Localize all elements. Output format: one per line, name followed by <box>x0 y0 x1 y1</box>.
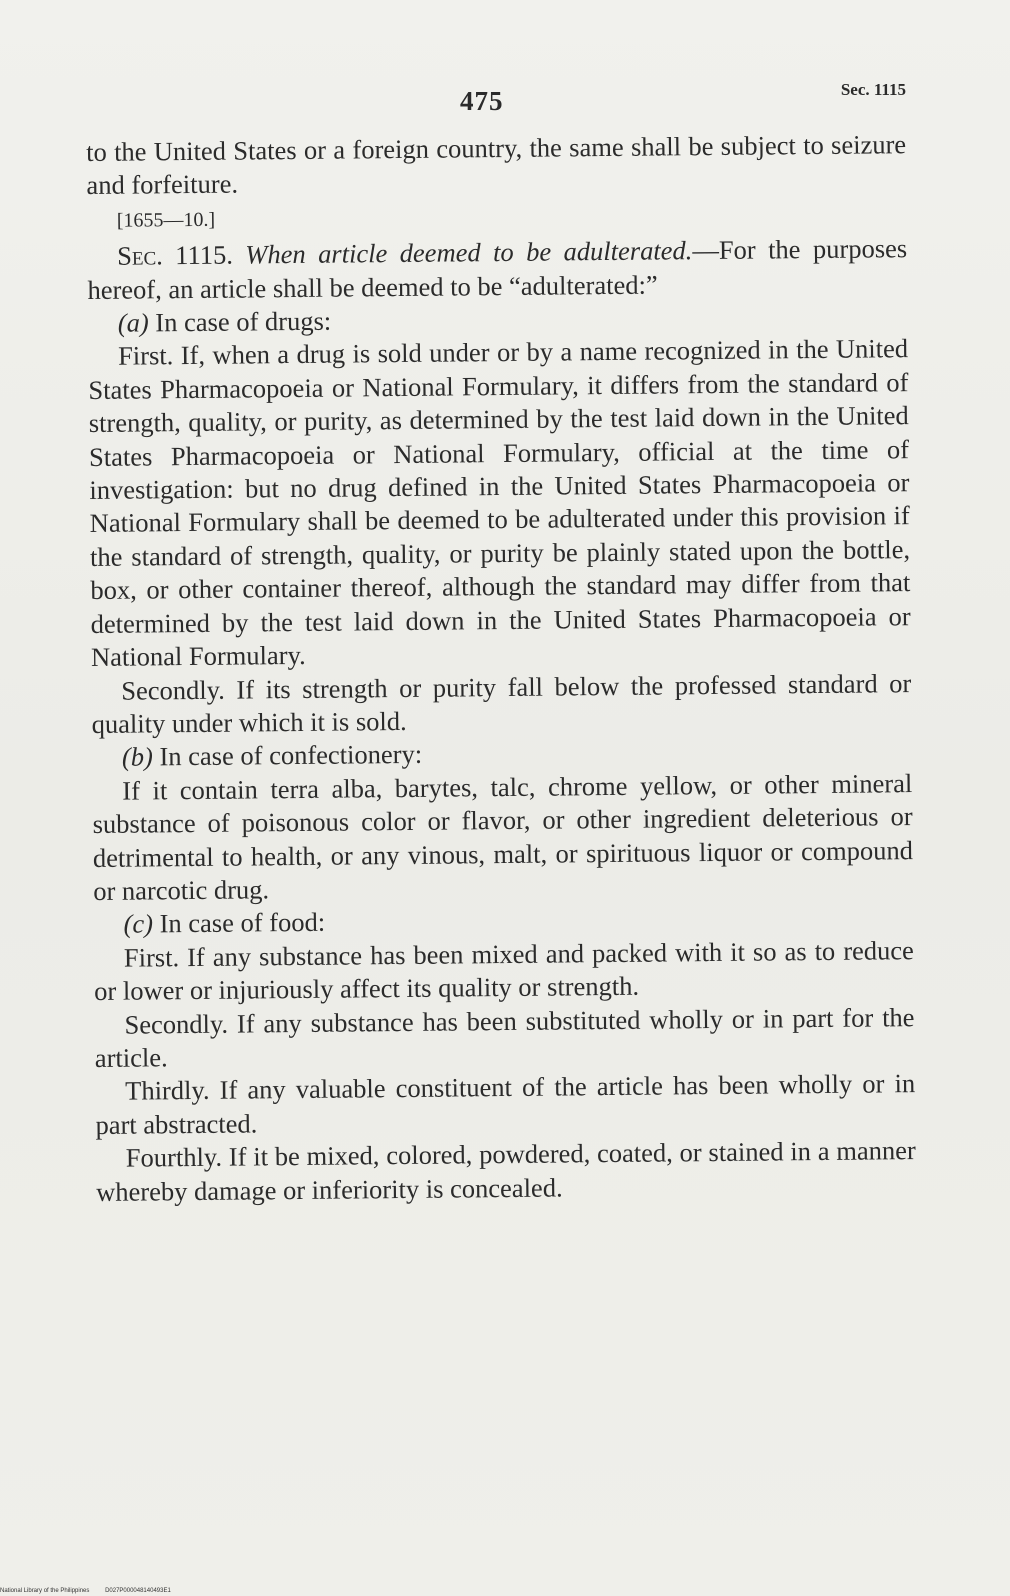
food-marker: (c) <box>123 908 154 940</box>
continuation-paragraph: to the United States or a foreign country, the same shall be subject to seizure and forfeiture. <box>86 129 907 201</box>
footer-library: National Library of the Philippines <box>0 1588 90 1594</box>
page-number: 475 <box>460 86 504 116</box>
section-title: When article deemed to be adulterated. <box>245 235 693 270</box>
section-label: Sec. 1115. <box>117 239 234 271</box>
body-text <box>86 128 916 1209</box>
drugs-marker: (a) <box>117 307 149 338</box>
confectionery-heading-text: In case of confectionery: <box>159 739 423 772</box>
drugs-second-paragraph: Secondly. If its strength or purity fall below the professed standard or quality under which it is sold. <box>91 667 912 739</box>
drugs-heading-text: In case of drugs: <box>155 305 332 338</box>
food-fourth-paragraph: Fourthly. If it be mixed, colored, powdered, coated, or stained in a manner whereby damage or inferiority is concealed. <box>95 1135 916 1207</box>
citation: [1655—10.] <box>116 208 216 232</box>
drugs-first-paragraph: First. If, when a drug is sold under or by a name recognized in the United States Pharmacopoeia or National Formulary, it differs from the standard of strength, quality, or purity, as determined by the test laid down in the United States Pharmacopoeia or National Formulary, official at the time of investigation: but no drug defined in the United States Pharmacopoeia or National Formulary shall be deemed to be adulterated under this provision if the standard of strength, quality, or purity be plainly stated upon the bottle, box, or other container thereof, although the standard may differ from that determined by the test laid down in the United States Pharmacopoeia or National Formulary. <box>88 333 911 673</box>
running-head-section: Sec. 1115 <box>840 80 906 99</box>
section-heading-paragraph <box>87 232 908 307</box>
footer-credit <box>0 1588 185 1594</box>
food-heading-text: In case of food: <box>159 907 326 939</box>
confectionery-marker: (b) <box>121 741 154 772</box>
food-third-paragraph: Thirdly. If any valuable constituent of the article has been wholly or in part abstracted. <box>95 1068 916 1140</box>
footer-record-id: D027P000048140493E1 <box>105 1588 171 1594</box>
food-second-paragraph: Secondly. If any substance has been substituted wholly or in part for the article. <box>94 1001 915 1073</box>
food-first-paragraph: First. If any substance has been mixed and packed with it so as to reduce or lower or injuriously affect its quality or strength. <box>94 934 914 1007</box>
confectionery-paragraph: If it contain terra alba, barytes, talc, chrome yellow, or other mineral substance of poisonous color or flavor, or other ingredient deleterious or detrimental to health, or any vinous, malt, or spirituous liquor or compound or narcotic drug. <box>92 767 914 906</box>
section-intro: —For the purposes hereof, an article shall be deemed to be “adulterated:” <box>87 233 908 305</box>
